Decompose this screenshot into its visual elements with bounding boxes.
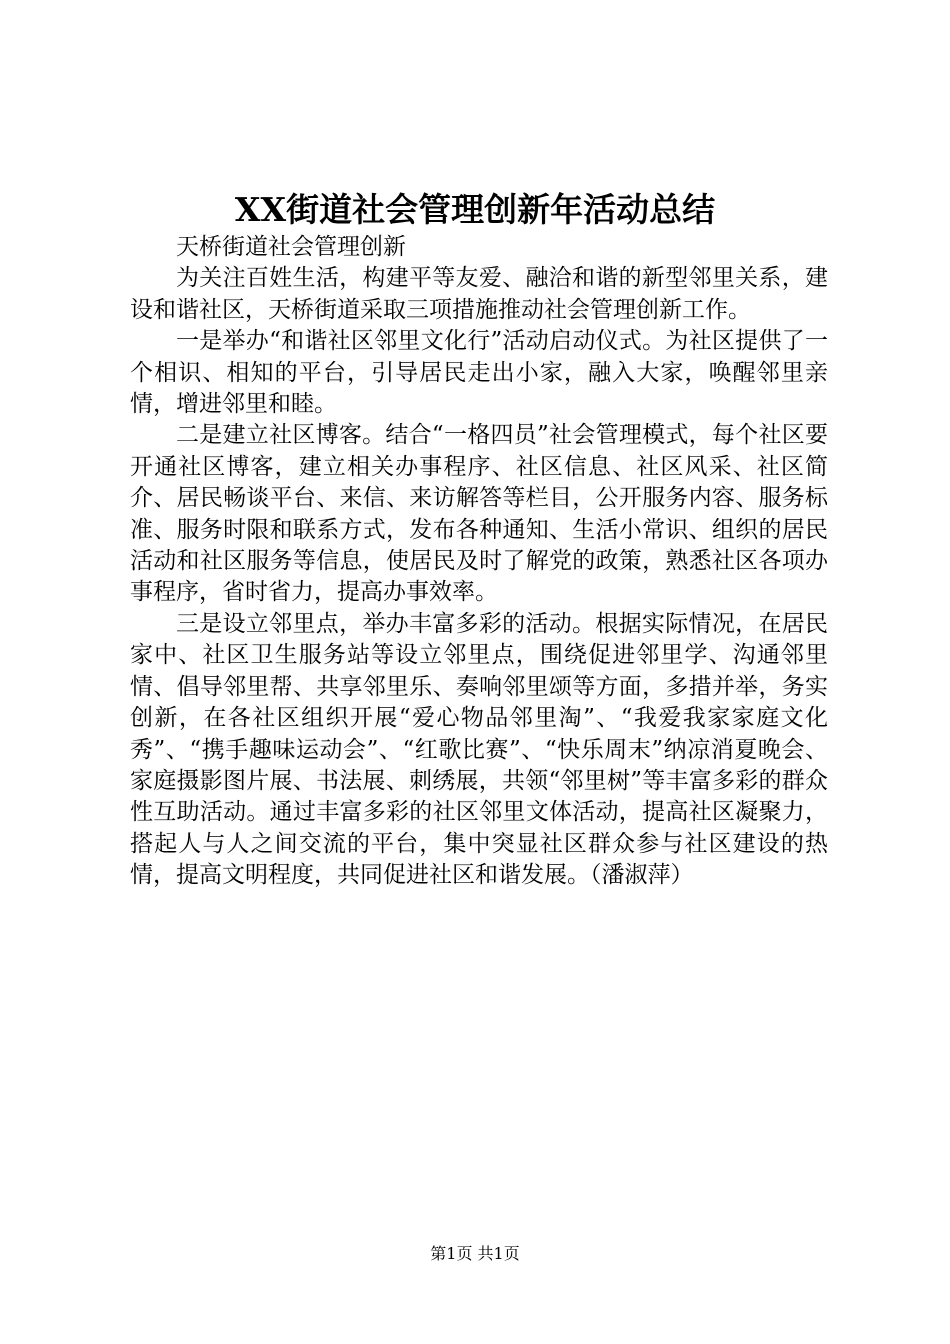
paragraph-measure-one: 一是举办“和谐社区邻里文化行”活动启动仪式。为社区提供了一个相识、相知的平台，引导居民走出小家，融入大家，唤醒邻里亲情，增进邻里和睦。 — [130, 328, 828, 418]
paragraph-intro: 为关注百姓生活，构建平等友爱、融洽和谐的新型邻里关系，建设和谐社区，天桥街道采取三项措施推动社会管理创新工作。 — [130, 265, 828, 323]
page-footer — [0, 1242, 950, 1266]
document-title: XX街道社会管理创新年活动总结 — [234, 190, 716, 229]
document-body — [130, 232, 828, 892]
page-number: 第1页 — [430, 1244, 473, 1263]
paragraph-measure-three: 三是设立邻里点，举办丰富多彩的活动。根据实际情况，在居民家中、社区卫生服务站等设立邻里点，围绕促进邻里学、沟通邻里情、倡导邻里帮、共享邻里乐、奏响邻里颂等方面，多措并举，务实创新，在各社区组织开展“爱心物品邻里淘”、“我爱我家家庭文化秀”、“携手趣味运动会”、“红歌比赛”、“快乐周末”纳凉消夏晚会、家庭摄影图片展、书法展、刺绣展，共领“邻里树”等丰富多彩的群众性互助活动。通过丰富多彩的社区邻里文体活动，提高社区凝聚力，搭起人与人之间交流的平台，集中突显社区群众参与社区建设的热情，提高文明程度，共同促进社区和谐发展。（潘淑萍） — [130, 610, 828, 889]
paragraph-subtitle: 天桥街道社会管理创新 — [176, 234, 406, 260]
paragraph-measure-two: 二是建立社区博客。结合“一格四员”社会管理模式，每个社区要开通社区博客，建立相关办事程序、社区信息、社区风采、社区简介、居民畅谈平台、来信、来访解答等栏目，公开服务内容、服务标准、服务时限和联系方式，发布各种通知、生活小常识、组织的居民活动和社区服务等信息，使居民及时了解党的政策，熟悉社区各项办事程序，省时省力，提高办事效率。 — [130, 422, 828, 606]
page-total: 共1页 — [477, 1244, 520, 1263]
